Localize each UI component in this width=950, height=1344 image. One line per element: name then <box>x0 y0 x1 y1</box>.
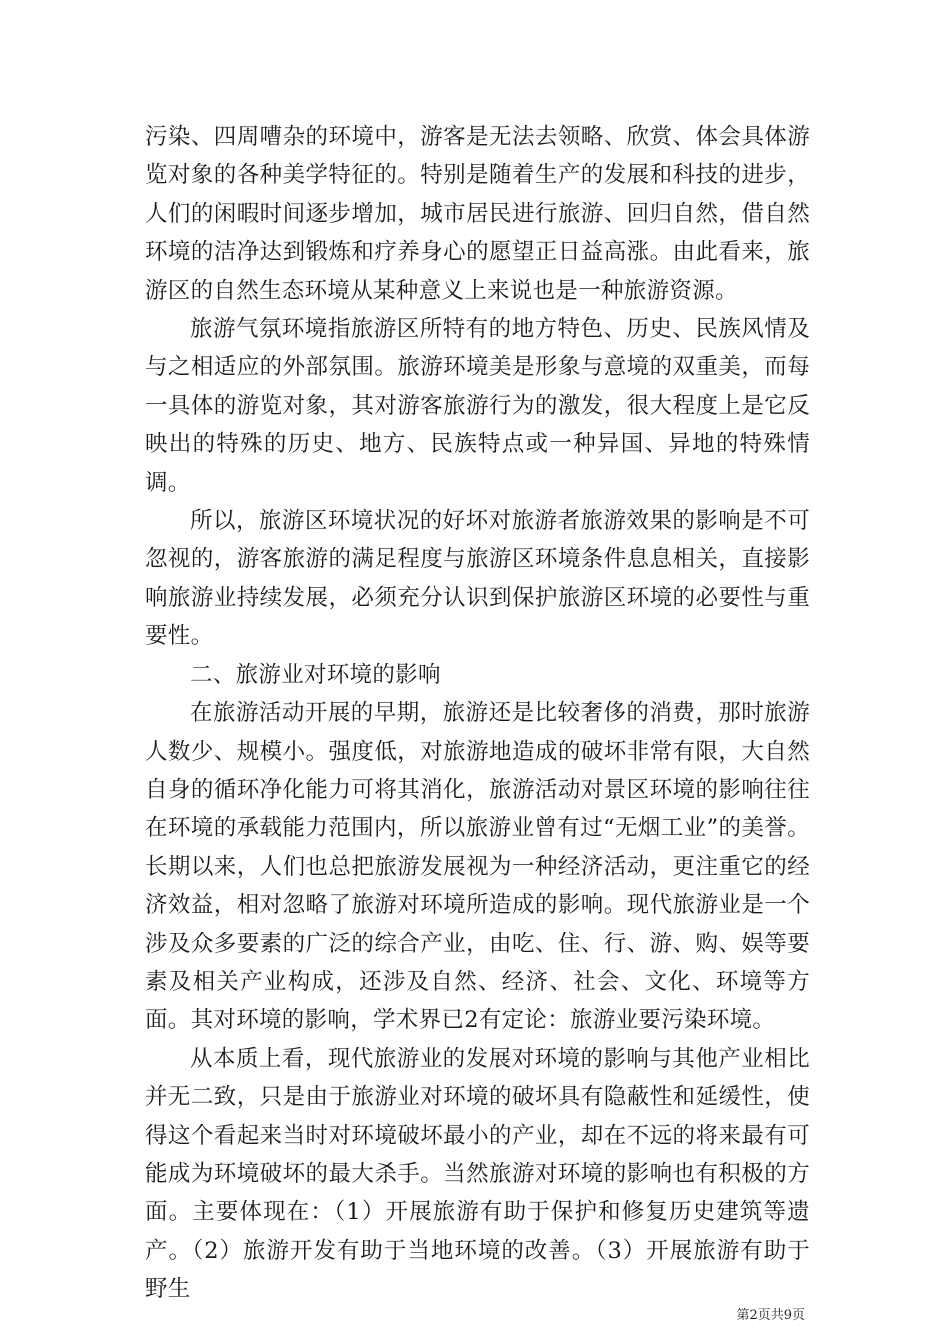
section-heading: 二、旅游业对环境的影响 <box>190 661 441 688</box>
paragraph-2: 旅游气氛环境指旅游区所特有的地方特色、历史、民族风情及与之相适应的外部氛围。旅游环境美是形象与意境的双重美，而每一具体的游览对象，其对游客旅游行为的激发，很大程度上是它反映出的特殊的历史、地方、民族特点或一种异国、异地的特殊情调。 <box>145 316 810 496</box>
document-body <box>145 118 810 1309</box>
page-number-footer <box>736 1304 805 1323</box>
paragraph-5: 从本质上看，现代旅游业的发展对环境的影响与其他产业相比并无二致，只是由于旅游业对环境的破坏具有隐蔽性和延缓性，使得这个看起来当时对环境破坏最小的产业，却在不远的将来最有可能成为环境破坏的最大杀手。当然旅游对环境的影响也有积极的方面。主要体现在：（1）开展旅游有助于保护和修复历史建筑等遗产。（2）旅游开发有助于当地环境的改善。（3）开展旅游有助于野生 <box>145 1045 810 1303</box>
paragraph-4: 在旅游活动开展的早期，旅游还是比较奢侈的消费，那时旅游人数少、规模小。强度低，对旅游地造成的破坏非常有限，大自然自身的循环净化能力可将其消化，旅游活动对景区环境的影响往往在环境的承载能力范围内，所以旅游业曾有过“无烟工业”的美誉。长期以来，人们也总把旅游发展视为一种经济活动，更注重它的经济效益，相对忽略了旅游对环境所造成的影响。现代旅游业是一个涉及众多要素的广泛的综合产业，由吃、住、行、游、购、娱等要素及相关产业构成，还涉及自然、经济、社会、文化、环境等方面。其对环境的影响，学术界已2有定论：旅游业要污染环境。 <box>145 700 810 1034</box>
paragraph-3: 所以，旅游区环境状况的好坏对旅游者旅游效果的影响是不可忽视的，游客旅游的满足程度与旅游区环境条件息息相关，直接影响旅游业持续发展，必须充分认识到保护旅游区环境的必要性与重要性。 <box>145 508 810 650</box>
paragraph-1: 污染、四周嘈杂的环境中，游客是无法去领略、欣赏、体会具体游览对象的各种美学特征的。特别是随着生产的发展和科技的进步，人们的闲暇时间逐步增加，城市居民进行旅游、回归自然，借自然环境的洁净达到锻炼和疗养身心的愿望正日益高涨。由此看来，旅游区的自然生态环境从某种意义上来说也是一种旅游资源。 <box>145 124 810 304</box>
page-number-label: 第2页共9页 <box>736 1308 805 1323</box>
